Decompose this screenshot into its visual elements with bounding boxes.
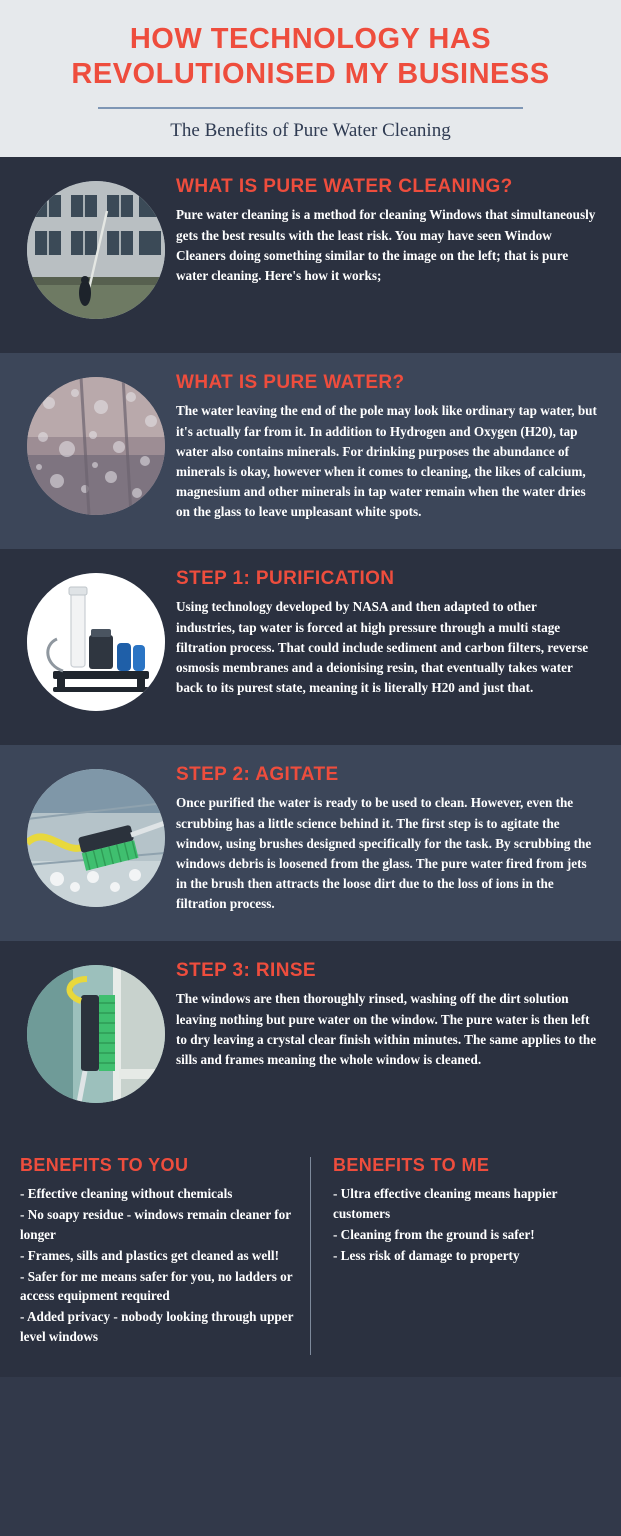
section-text: Once purified the water is ready to be used to clean. However, even the scrubbing has a little science behind it. The first step is to agitate the window, using brushes designed specifically for the task. By scrubbing the windows debris is loosened from the glass. The pure water fired from jets in the brush then attracts the loose dirt due to the loss of ions in the filtration process. (176, 795, 592, 912)
list-item: - Cleaning from the ground is safer! (332, 1227, 535, 1243)
section-text: The windows are then thoroughly rinsed, washing off the dirt solution leaving nothing but pure water on the window. The pure water is then left to dry leaving a crystal clear finish within minutes. The same applies to the sills and frames meaning the whole window is cleaned. (176, 991, 597, 1067)
section-step-1-purification (0, 549, 621, 745)
benefits-to-me-list (333, 1184, 595, 1265)
header-divider (98, 107, 522, 109)
header (0, 0, 621, 157)
section-text: Pure water cleaning is a method for cleaning Windows that simultaneously gets the best results with the least risk. You may have seen Window Cleaners doing something similar to the image on the left; that is pure water cleaning. Here's how it works; (176, 207, 596, 283)
page-title: HOW TECHNOLOGY HAS REVOLUTIONISED MY BUSINESS (71, 23, 550, 91)
list-item: - No soapy residue - windows remain cleaner for longer (20, 1207, 291, 1243)
list-item: - Safer for me means safer for you, no ladders or access equipment required (20, 1268, 293, 1304)
section-step-3-rinse (0, 941, 621, 1137)
section-text: The water leaving the end of the pole may look like ordinary tap water, but it's actually far from it. In addition to Hydrogen and Oxygen (H20), tap water also contains minerals. For drinking purposes the abundance of minerals is okay, however when it comes to cleaning, the likes of calcium, magnesium and other minerals in tap water remain when the water dries on the glass to leave unpleasant white spots. (176, 403, 597, 520)
section-image-wrap (20, 567, 172, 711)
list-item: - Effective cleaning without chemicals (20, 1186, 233, 1202)
section-image-wrap (20, 959, 172, 1103)
list-item: - Frames, sills and plastics get cleaned as well! (20, 1247, 279, 1263)
section-title: WHAT IS PURE WATER? (176, 372, 405, 394)
photo-apartment-building-window-cleaner (27, 181, 165, 319)
list-item: - Added privacy - nobody looking through upper level windows (20, 1309, 294, 1345)
section-body (172, 567, 599, 698)
section-image-wrap (20, 175, 172, 319)
section-step-2-agitate (0, 745, 621, 941)
photo-water-droplets-on-glass (27, 377, 165, 515)
section-what-is-pure-water-cleaning (0, 157, 621, 353)
photo-brush-agitating-window (27, 769, 165, 907)
section-title: WHAT IS PURE WATER CLEANING? (176, 176, 513, 198)
benefits-to-you-title: BENEFITS TO YOU (20, 1155, 189, 1176)
section-image-wrap (20, 371, 172, 515)
section-body (172, 763, 599, 914)
section-body (172, 175, 599, 286)
photo-brush-rinsing-window (27, 965, 165, 1103)
benefits-footer (0, 1137, 621, 1377)
photo-water-filtration-system (27, 573, 165, 711)
benefits-to-me-column (311, 1155, 601, 1361)
section-body (172, 371, 599, 522)
section-text: Using technology developed by NASA and then adapted to other industries, tap water is forced at high pressure through a multi stage filtration process. That could include sediment and carbon filters, reverse osmosis membranes and a deionising resin, that eventually takes water back to its purest state, meaning it is literally H20 and just that. (176, 599, 589, 696)
section-what-is-pure-water (0, 353, 621, 549)
benefits-to-you-list (20, 1184, 296, 1346)
list-item: - Ultra effective cleaning means happier customers (332, 1186, 558, 1222)
section-title: STEP 1: PURIFICATION (176, 568, 395, 590)
section-body (172, 959, 599, 1070)
benefits-to-you-column (20, 1155, 310, 1361)
section-title: STEP 2: AGITATE (176, 764, 339, 786)
section-title: STEP 3: RINSE (176, 960, 316, 982)
benefits-to-me-title: BENEFITS TO ME (332, 1155, 490, 1176)
list-item: - Less risk of damage to property (332, 1247, 520, 1263)
section-image-wrap (20, 763, 172, 907)
page-subtitle: The Benefits of Pure Water Cleaning (170, 119, 451, 141)
